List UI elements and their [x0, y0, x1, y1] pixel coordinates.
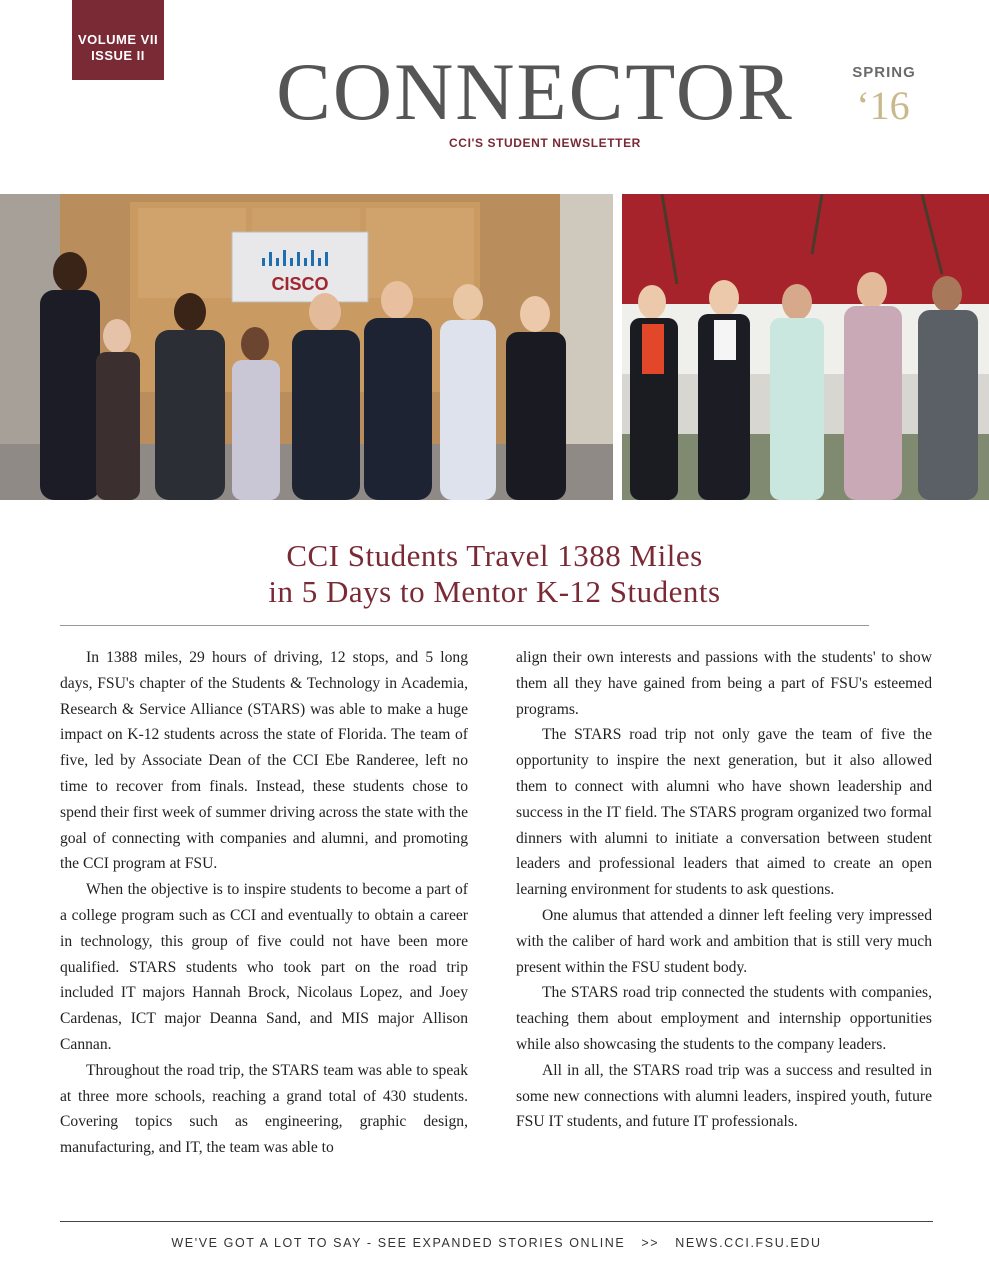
paragraph: The STARS road trip not only gave the team of five the opportunity to inspire the next generation, but it also allowed them to connect with alumni who have shown leadership and success in the IT field. The STARS program organized two formal dinners with alumni to initiate a conversation between student leaders and professional leaders that aimed to create an open learning environment for students to ask questions.: [516, 726, 932, 899]
footer: [60, 1236, 933, 1250]
group-photo-outdoor: [622, 194, 989, 500]
cisco-sign-text: CISCO: [271, 274, 329, 294]
headline-divider: [60, 625, 869, 626]
footer-tagline: WE'VE GOT A LOT TO SAY - SEE EXPANDED STORIES ONLINE: [171, 1236, 626, 1250]
year-label: ‘16: [856, 83, 910, 128]
article-column-left: [60, 645, 468, 1161]
volume-label: VOLUME VII: [77, 32, 159, 47]
newsletter-subtitle: CCI'S STUDENT NEWSLETTER: [449, 136, 641, 150]
paragraph: One alumus that attended a dinner left feeling very impressed with the caliber of hard work and ambition that is still very much present within the FSU student body.: [516, 906, 932, 976]
season-label: SPRING: [852, 64, 916, 81]
paragraph: When the objective is to inspire students to become a part of a college program such as CCI and eventually to obtain a career in technology, this group of five could not have been more qualified. STARS students who took part on the road trip included IT majors Hannah Brock, Nicolaus Lopez, and Joey Cardenas, ICT major Deanna Sand, and MIS major Allison Cannan.: [60, 881, 468, 1053]
headline-line-2: in 5 Days to Mentor K-12 Students: [268, 574, 721, 609]
article-column-right: [516, 645, 932, 1135]
issue-label: ISSUE II: [91, 48, 145, 63]
paragraph: In 1388 miles, 29 hours of driving, 12 stops, and 5 long days, FSU's chapter of the Students & Technology in Academia, Research & Service Alliance (STARS) was able to make a huge impact on K-12 students across the state of Florida. The team of five, led by Associate Dean of the CCI Ebe Randeree, left no time to recover from finals. Instead, these students chose to spend their first week of summer driving across the state with the goal of connecting with companies and alumni, and promoting the CCI program at FSU.: [60, 649, 468, 873]
paragraph: Throughout the road trip, the STARS team was able to speak at three more schools, reaching a grand total of 430 students. Covering topics such as engineering, graphic design, manufacturing, and IT, the team was able to: [60, 1061, 468, 1157]
group-photo-cisco: [0, 194, 613, 500]
headline-line-1: CCI Students Travel 1388 Miles: [286, 538, 703, 573]
paragraph: All in all, the STARS road trip was a success and resulted in some new connections with alumni leaders, inspired youth, future FSU IT students, and future IT professionals.: [516, 1061, 932, 1131]
article-headline: [110, 538, 879, 610]
paragraph: align their own interests and passions with the students' to show them all they have gained from being a part of FSU's esteemed programs.: [516, 649, 932, 718]
footer-website-link[interactable]: NEWS.CCI.FSU.EDU: [675, 1236, 822, 1250]
paragraph: The STARS road trip connected the students with companies, teaching them about employment and internship opportunities while also showcasing the students to the company leaders.: [516, 984, 932, 1053]
footer-divider: [60, 1221, 933, 1222]
footer-arrow: >>: [641, 1236, 660, 1250]
newsletter-title: CONNECTOR: [276, 46, 794, 137]
volume-badge: [72, 0, 164, 80]
